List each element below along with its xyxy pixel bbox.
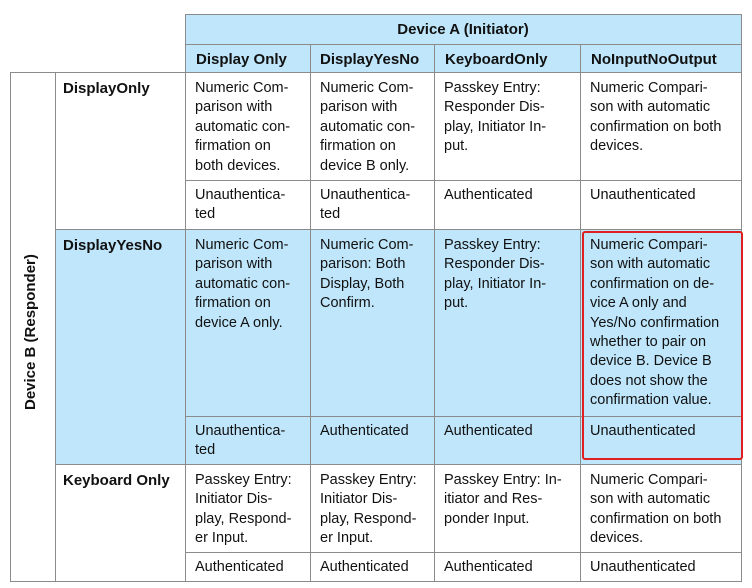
red-highlight-box: [582, 231, 743, 460]
cell-method: Numeric Compari- son with automatic confirmation on both devices.: [590, 80, 722, 155]
device-b-title: Device B (Responder): [22, 254, 39, 410]
cell-method: Passkey Entry: Responder Dis- play, Initiator In- put.: [444, 237, 547, 312]
column-header-noinputnooutput: NoInputNoOutput: [591, 51, 717, 68]
cell-method: Passkey Entry: Initiator Dis- play, Respond- er Input.: [320, 472, 417, 547]
device-a-title: Device A (Initiator): [397, 21, 529, 38]
row-label-displayonly: DisplayOnly: [63, 80, 150, 97]
cell-security-highlighted: Unauthenticated: [590, 423, 696, 439]
cell-security: Unauthentica- ted: [320, 187, 411, 223]
cell-method-highlighted: Numeric Compari- son with automatic confirmation on de- vice A only and Yes/No confirmation whether to pair on device B. Device B does not show the confirmation value.: [590, 237, 720, 409]
cell-method: Numeric Compari- son with automatic confirmation on both devices.: [590, 472, 722, 547]
cell-method: Passkey Entry: Responder Dis- play, Initiator In- put.: [444, 80, 547, 155]
cell-method: Passkey Entry: Initiator Dis- play, Respond- er Input.: [195, 472, 292, 547]
cell-security: Unauthentica- ted: [195, 423, 286, 459]
cell-security: Authenticated: [444, 559, 533, 575]
cell-security: Authenticated: [320, 559, 409, 575]
cell-method: Passkey Entry: In- itiator and Res- ponder Input.: [444, 472, 562, 527]
column-header-keyboardonly: KeyboardOnly: [445, 51, 548, 68]
cell-security: Authenticated: [195, 559, 284, 575]
cell-security: Authenticated: [320, 423, 409, 439]
cell-method: Numeric Com- parison with automatic con- firmation on device B only.: [320, 80, 416, 174]
cell-security: Unauthenticated: [590, 187, 696, 203]
cell-method: Numeric Com- parison with automatic con- firmation on device A only.: [195, 237, 291, 331]
row-label-keyboard-only: Keyboard Only: [63, 472, 170, 489]
row-label-displayyesno: DisplayYesNo: [63, 237, 163, 254]
cell-security: Authenticated: [444, 187, 533, 203]
cell-security: Unauthenticated: [590, 559, 696, 575]
cell-security: Unauthentica- ted: [195, 187, 286, 223]
cell-method: Numeric Com- parison with automatic con- firmation on both devices.: [195, 80, 291, 174]
column-header-display-only: Display Only: [196, 51, 287, 68]
cell-method: Numeric Com- parison: Both Display, Both Confirm.: [320, 237, 414, 312]
cell-security: Authenticated: [444, 423, 533, 439]
column-header-displayyesno: DisplayYesNo: [320, 51, 420, 68]
